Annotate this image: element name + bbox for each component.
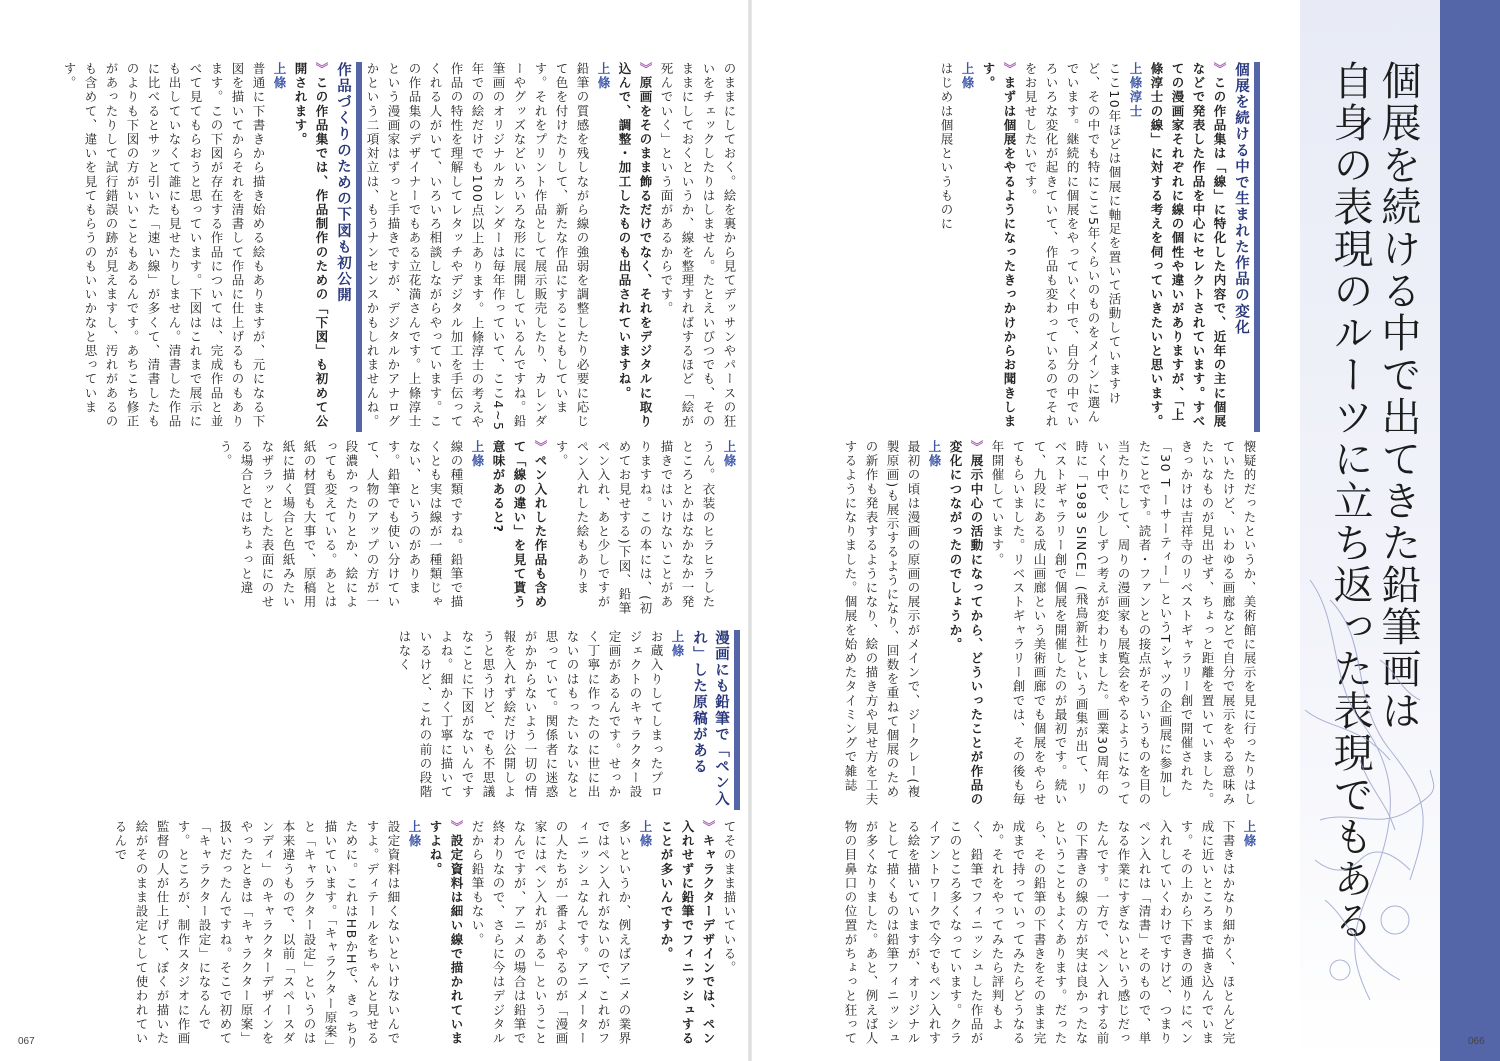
answer-text: はじめは個展というものに — [939, 62, 954, 232]
interview-tab — [1440, 0, 1500, 1061]
answer-text: 普通に下書きから描き始める絵もありますが、元になる下図を描いてからそれを清書して作品に仕上げるものもあります。この下図が存在する作品については、完成作品と並べて見てもらおうと思っています。下図はこれまで展示にも出していなくて誰にも見せたりしません。清書した作品に比べるとサッと引いた「速い線」が多くて、清書したものよりも下図の方がいいこともあるんです。あちこち修正があったりして試行錯誤の跡が見えますし、汚れがあるのも含めて、違いを見てもらうのもいいかなと思っています。 — [62, 62, 266, 429]
speaker-label: 上條 — [407, 820, 422, 849]
question: 》 設定資料は細い線で描かれていますよね。 — [425, 820, 467, 1050]
title-line-2: 自身の表現のルーツに立ち返った表現でもある — [1327, 60, 1373, 942]
answer-text: 線の種類ですね。鉛筆で描くとも実は線が一種類じゃない、というのがあります。鉛筆でも使い分けていて、人物のアップの方が一段濃かったりとか、絵によっても変えている。あとは紙の材質も大事で、原稿用紙に描く場合と色紙みたいなザラッとした表面にのせる場合とではちょっと違う。 — [218, 440, 464, 610]
answer-text: 最初の頃は漫画の原画の展示がメインで、ジークレー(複製原画)も展示するようになり、回数を重ねて個展のための新作も発表するようになり、絵の描き方や見せ方を工夫するようになりました。個展を始めたタイミングで雑誌 — [843, 440, 921, 807]
title-line-1: 個展を続ける中で出てきた鉛筆画は — [1375, 60, 1421, 732]
speaker-label: 上條 — [722, 440, 737, 469]
answer-text: 下書きはかなり細かく、ほとんど完成に近いところまで描き込んでいます。その上から下書きの通りにペン入れしていくわけですけど、つまりペン入れは「清書」そのもので、単なる作業にすぎないという感じだったんです。一方で、ペン入れする前の下書きの線の方が実は良かったなということもよくあります。だったら、その鉛筆の下書きをそのまま完成まで持っていってみたらどうなるか。それをやってみたら評判もよく、鉛筆でフィニッシュした作品がこのところ多くなっています。クライアントワークで今でもペン入れする絵を描いていますが、オリジナルとして描くものは鉛筆フィニッシュが多くなりました。あと、例えば人物の目鼻口の位置がちょっと狂って — [843, 820, 1236, 1046]
section-heading-2: 作品づくりのための下図も初公開 — [332, 62, 362, 432]
speaker-label: 上條 — [596, 62, 611, 91]
left-column-tier-2 — [60, 440, 740, 620]
speaker-label: 上條 — [272, 62, 287, 91]
speaker-label: 上條 — [638, 820, 653, 849]
speaker-label: 上條 — [960, 62, 975, 91]
question: 》 この作品集では、作品制作のための「下図」も初めて公開されます。 — [290, 62, 332, 432]
sketch-illustration — [1300, 560, 1440, 1020]
answer-text: 鉛筆の質感を残しながら線の強弱を調整したり必要に応じて色を付けたりして、新たな作品にすることもしています。それをプリント作品として展示販売したり、カレンダーやグッズなどいろいろな形に展開しているんですね。鉛筆画のオリジナルカレンダーは毎年作っていて、ここ4~5年での絵だけでも100点以上あります。上條淳士の考えや作品の特性を理解してレタッチやデジタル加工を手伝ってくれる人がいて、いろいろ相談しながらやっています。この作品集のデザイナーでもある立花満さんです。上條淳士という漫画家はずっと手描きですが、デジタルかアナログかという二項対立は、もうナンセンスかもしれませんね。 — [365, 62, 590, 432]
speaker-label: 上條 — [670, 630, 685, 659]
answer-text: のままにしておく。絵を裏から見てデッサンやパースの狂いをチェックしたりはしません。たとえいびつでも、そのままにしておくというか、線を整理すればするほど「絵が死んでいく」という面があるからです。 — [659, 62, 737, 429]
answer-text: うん。衣装のヒラヒラしたところとかはなかなか一発描きではいけないことがありますね。この本には、(初めてお見せする)下図、鉛筆ペン入れ、あと少しですがペン入れした絵もあります。 — [554, 440, 716, 616]
question: 》 この作品集は「線」に特化した内容で、近年の主に個展などで発表した作品を中心にセレクトされています。すべての漫画家それぞれに線の個性や違いがありますが、「上條淳士の線」に対する考えを伺っていきたいと思います。 — [1146, 62, 1230, 432]
page-number-left: 067 — [18, 1036, 35, 1047]
speaker-label: 上條淳士 — [1128, 62, 1143, 119]
page-number-right: 066 — [1468, 1036, 1485, 1047]
right-column-tier-2 — [840, 440, 1260, 810]
answer-text: ここ10年ほどは個展に軸足を置いて活動していますけど、その中でも特にここ5年くらいのものをメインに選んでいます。継続的に個展をやっていく中で、自分の中でいろいろな変化が起きていて、作品も変わっているのでそれをお見せしたいです。 — [1023, 62, 1122, 429]
question: 》 まずは個展をやるようになったきっかけからお聞きします。 — [978, 62, 1020, 432]
left-column-tier-3 — [60, 630, 740, 810]
answer-text: 多いというか、例えばアニメの業界ではペン入れがないので、これがフィニッシュなんです。アニメーターの人たちが一番よくやるのが「漫画家にはペン入れがある」ということなんですが、アニメの場合は鉛筆で終わりなので、さらに今はデジタルだから鉛筆もない。 — [470, 820, 632, 1046]
question: 》 キャラクターデザインでは、ペン入れせずに鉛筆でフィニッシュすることが多いんですか。 — [656, 820, 719, 1050]
left-column-tier-4 — [60, 820, 740, 1050]
right-column-tier-3 — [840, 820, 1260, 1050]
speaker-label: 上條 — [1242, 820, 1257, 849]
section-heading-3: 漫画にも鉛筆で「ペン入れ」した原稿がある — [688, 630, 740, 810]
speaker-label: 上條 — [470, 440, 485, 469]
left-column-tier-1 — [60, 62, 740, 432]
question: 》 展示中心の活動になってから、どういったことが作品の変化につながったのでしょうか。 — [945, 440, 987, 810]
answer-text: お蔵入りしてしまったプロジェクトのキャラクター設定画があるんです。せっかく丁寧に作ったのに世に出ないのはもったいないなと思っていて。関係者に迷惑がかからないよう一切の情報を入れず絵だけ公開しようと思うけど、でも不思議なことに下図がないんですよね。細かく丁寧に描いているけど、これの前の段階はなく — [397, 630, 664, 800]
answer-text: 懐疑的だったというか、美術館に展示を見に行ったりはしていたけど、いわゆる画廊などで自分で展示をやる意味みたいなものが見出せず、ちょっと距離を置いていました。きっかけは吉祥寺のリベストギャラリー創で開催された「30 T ーサーティー」というTシャツの企画展に参加したことです。読者・ファンとの接点がそういうものを目の当たりにして、周りの漫画家も展覧会をやるようになっていく中で、少しずつ考えが変わりました。画業30周年の時に「1983 SINCE」(飛鳥新社)という画集が出て、リベストギャラリー創で個展を開催したのが最初です。続いて、九段にある成山画廊という美術画廊でも個展をやらせてもらいました。リベストギャラリー創では、その後も毎年開催しています。 — [990, 440, 1257, 807]
answer-text: 設定資料は細くないといけないんですよ。ディテールをちゃんと見せるために。これはHBかHで、きっちり描いています。「キャラクター原案」と「キャラクター設定」というのは本来違うもので、以前「スペースダンディ」のキャラクターデザインをやったときは「キャラクター原案」扱いだったんですね。そこで初めて「キャラクター設定」になるんです。ところが、制作スタジオに作画監督の人が仕上げて、ぼくが描いた絵がそのまま設定として使われているんで — [113, 820, 401, 1050]
section-heading-1: 個展を続ける中で生まれた作品の変化 — [1230, 62, 1260, 432]
answer-text: てそのまま描いている。 — [722, 820, 737, 976]
page-gutter — [748, 0, 752, 1061]
speaker-label: 上條 — [927, 440, 942, 469]
right-column-tier-1 — [840, 62, 1260, 432]
question: 》 原画をそのまま飾るだけでなく、それをデジタルに取り込んで、調整・加工したものも出品されていますね。 — [614, 62, 656, 432]
question: 》 ペン入れした作品も含めて「線の違い」を見て貰う意味があると? — [488, 440, 551, 620]
